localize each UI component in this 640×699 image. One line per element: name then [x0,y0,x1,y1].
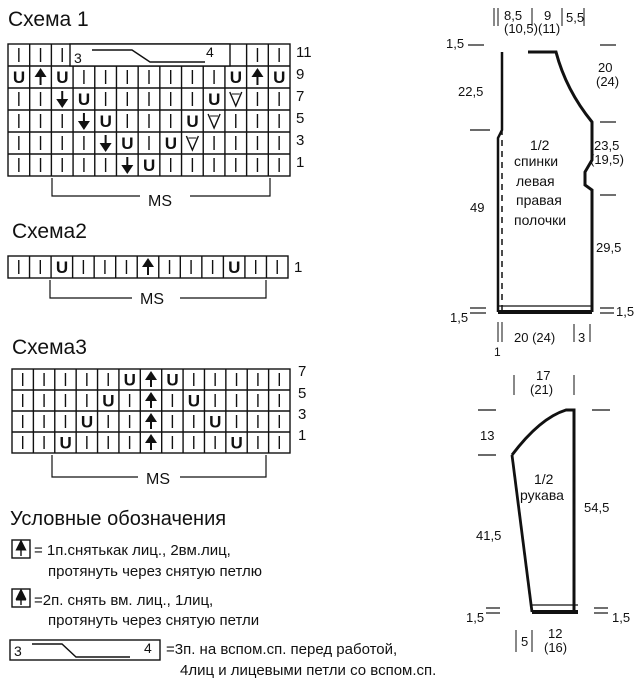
sleeve-label-2: рукава [520,487,564,503]
s3-cell-yarnover: U [80,412,94,432]
legend-icon-2 [12,589,30,607]
s1-cell-yarnover: U [186,112,199,131]
back-left-1-5: 1,5 [446,36,465,51]
s3-cell-dec-up-arrow [145,434,157,443]
back-label-2: спинки [514,153,559,169]
legend-item-1-line2: протянуть через снятую петлю [48,563,263,580]
legend-cable-icon [10,640,160,660]
scheme1-cable-left: 3 [74,50,82,66]
s3-cell-yarnover: U [166,370,179,390]
s3-cell-yarnover: U [187,391,201,411]
legend-title: Условные обозначения [10,508,227,530]
s1-cell-yarnover: U [12,68,26,87]
scheme2-title: Схема2 [12,220,87,243]
sleeve-right-1-5: 1,5 [612,610,631,625]
s1-row-11: 11 [296,44,312,61]
s1-cell-yarnover: U [208,90,221,109]
sleeve-top-17: 17 [536,368,551,383]
s1-cell-yarnover: U [56,68,69,87]
scheme1-row-numbers [296,44,312,171]
sleeve-label-1: 1/2 [534,471,554,487]
scheme3-row-numbers [298,363,306,444]
sleeve-left-13: 13 [480,428,495,443]
s3-row-3: 3 [298,406,307,423]
scheme1-symbols [13,48,286,175]
sleeve-bottom-5: 5 [521,634,529,649]
s3-row-1: 1 [298,427,307,444]
sleeve-left-1-5: 1,5 [466,610,485,625]
s1-row-7: 7 [296,88,305,105]
s1-cell-dec-down-arrow [100,143,112,152]
back-bottom-3: 3 [578,330,586,345]
back-label-3: левая [516,173,555,189]
s1-cell-dec-up-arrow [251,68,263,77]
back-right-23-5: 23,5 [594,138,620,153]
s1-cell-dec-down-arrow [56,99,68,108]
s3-cell-dec-up-arrow [145,392,157,401]
sleeve-left-41-5: 41,5 [476,528,502,543]
scheme1-ms-label: MS [148,193,172,210]
back-right-1-5: 1,5 [616,304,635,319]
s3-cell-dec-up-arrow [145,413,157,422]
sleeve-top-21: (21) [530,382,554,397]
s1-row-5: 5 [296,110,305,127]
legend-item-2-line2: протянуть через снятую петли [48,612,260,629]
scheme2-symbols [19,258,277,277]
sleeve-bottom-12: 12 [548,626,563,641]
scheme3-ms-label: MS [146,471,170,488]
back-right-29-5: 29,5 [596,240,622,255]
s3-cell-dec-up-arrow [145,371,157,380]
legend-item-3-line1: =3п. на вспом.сп. перед работой, [166,641,398,658]
s2-cell-dec-up-arrow [142,258,154,267]
s1-cell-yarnover: U [164,134,177,153]
s1-row-9: 9 [296,66,305,83]
s1-cell-yarnover: U [77,90,91,109]
sleeve-right-54-5: 54,5 [584,500,610,515]
back-right-20: 20 [598,60,613,75]
sleeve-bottom-16: (16) [544,640,568,655]
s1-cell-dec-down-arrow [78,121,90,130]
s3-cell-yarnover: U [209,412,222,432]
back-bottom-width: 20 (24) [514,330,556,345]
legend-icon-1 [12,540,30,558]
s3-row-7: 7 [298,363,307,380]
s1-row-1: 1 [296,154,305,171]
back-top-5-5: 5,5 [566,10,585,25]
s3-row-5: 5 [298,385,307,402]
s2-cell-yarnover: U [55,258,69,277]
s2-row-1: 1 [294,259,303,276]
back-right-19-5: (19,5) [590,152,624,167]
s3-cell-yarnover: U [230,433,243,453]
s1-cell-dec-down-arrow [121,165,133,174]
back-label-1: 1/2 [530,137,550,153]
scheme1-title: Схема 1 [8,8,89,31]
s2-cell-yarnover: U [228,258,241,277]
legend-item-2-line1: =2п. снять вм. лиц., 1лиц, [34,592,214,609]
back-top-10-5: (10,5) [504,21,538,36]
s1-cell-yarnover: U [99,112,112,131]
s3-cell-yarnover: U [123,370,136,390]
back-left-22-5: 22,5 [458,84,484,99]
s1-cell-yarnover: U [121,134,134,153]
scheme1-cable [70,44,230,66]
s1-cell-yarnover: U [273,68,286,87]
legend-cable-left: 3 [14,643,22,659]
s1-cell-dec-up-arrow [35,68,47,77]
s1-row-3: 3 [296,132,305,149]
back-bottom-1: 1 [494,345,501,359]
back-top-11: (11) [538,21,561,36]
legend-cable-right: 4 [144,640,152,656]
back-left-1-5-bottom: 1,5 [450,310,469,325]
s3-cell-yarnover: U [59,433,72,453]
back-left-49: 49 [470,200,485,215]
s3-cell-yarnover: U [102,391,115,411]
back-top-9: 9 [544,8,552,23]
s1-cell-yarnover: U [143,156,156,175]
legend-item-3-line2: 4лиц и лицевыми петли со вспом.сп. [180,662,437,679]
scheme3-title: Схема3 [12,336,87,359]
s1-cell-yarnover: U [229,68,243,87]
legend-item-1-line1: = 1п.снятькак лиц., 2вм.лиц, [34,542,231,559]
scheme1-cable-right: 4 [206,44,214,60]
back-right-24: (24) [596,74,620,89]
back-top-8-5: 8,5 [504,8,523,23]
scheme2-ms-label: MS [140,291,164,308]
back-label-4: правая [516,192,562,208]
back-label-5: полочки [514,212,567,228]
